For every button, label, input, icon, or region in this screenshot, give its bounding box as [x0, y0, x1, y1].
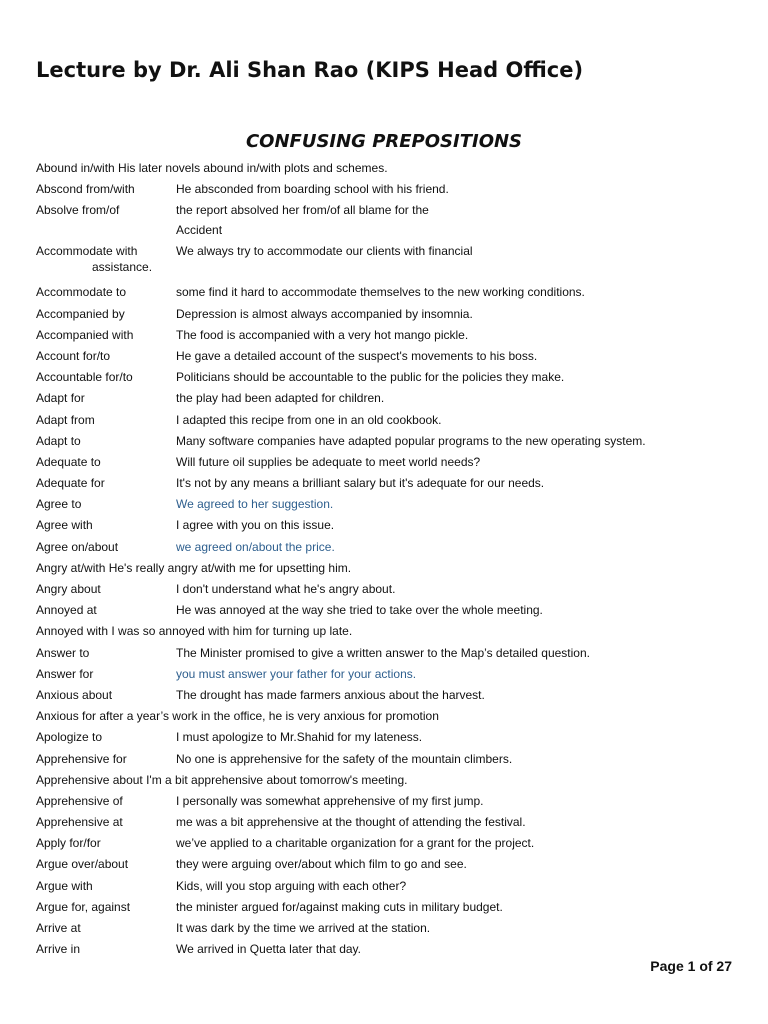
entry-term: Accompanied by [36, 306, 125, 321]
entry-example: It's not by any means a brilliant salary but it's adequate for our needs. [176, 476, 545, 491]
entry-term: Account for/to [36, 348, 111, 363]
entry-row [36, 431, 751, 452]
entry-term: Adapt to [36, 433, 81, 448]
entry-row [36, 558, 751, 579]
entry-example: I adapted this recipe from one in an old cookbook. [176, 412, 442, 427]
entry-example: I personally was somewhat apprehensive of my first jump. [176, 793, 484, 808]
entry-term: Accountable for/to [36, 370, 133, 385]
entry-term: Apprehensive of [36, 793, 123, 808]
entry-term: Anxious about [36, 687, 113, 702]
entry-inline-text: Annoyed with I was so annoyed with him for turning up late. [36, 624, 353, 639]
entry-example: the report absolved her from/of all blame for the [176, 203, 429, 218]
entry-example: I agree with you on this issue. [176, 518, 335, 533]
entry-example-continued: assistance. [92, 260, 153, 275]
entry-inline-text: Apprehensive about I'm a bit apprehensive about tomorrow's meeting. [36, 772, 408, 787]
entry-row [36, 388, 751, 409]
entry-example: The Minister promised to give a written answer to the Map’s detailed question. [176, 645, 590, 660]
entry-term: Accommodate with [36, 244, 138, 259]
entry-term: Argue for, against [36, 899, 131, 914]
entry-example: The food is accompanied with a very hot mango pickle. [176, 327, 469, 342]
entry-term: Answer to [36, 645, 90, 660]
entry-example: Politicians should be accountable to the public for the policies they make. [176, 370, 565, 385]
entry-row [36, 749, 751, 770]
entry-term: Arrive at [36, 921, 81, 935]
entry-row [36, 179, 751, 200]
entry-example: I must apologize to Mr.Shahid for my lateness. [176, 730, 423, 745]
entry-term: Annoyed at [36, 603, 97, 618]
entry-term: Agree on/about [36, 539, 119, 554]
entry-row [36, 304, 751, 325]
entry-row [36, 621, 751, 642]
entry-example: We arrived in Quetta later that day. [176, 942, 361, 957]
entry-row [36, 939, 751, 960]
entry-row [36, 282, 751, 303]
entry-row [36, 854, 751, 875]
entry-example: the play had been adapted for children. [176, 391, 385, 406]
entry-term: Answer for [36, 666, 94, 681]
entry-term: Abscond from/with [36, 182, 135, 197]
entry-example: We always try to accommodate our clients with financial [176, 244, 473, 259]
entry-term: Argue with [36, 878, 93, 893]
entry-example: It was dark by the time we arrived at the station. [176, 921, 431, 935]
entry-example: we agreed on/about the price. [176, 539, 335, 554]
entry-example-continued: Accident [176, 223, 223, 238]
entry-term: Apprehensive for [36, 751, 127, 766]
entry-term: Agree with [36, 518, 93, 533]
entry-row [36, 685, 751, 706]
entry-row [36, 727, 751, 748]
entry-example: We agreed to her suggestion. [176, 497, 334, 512]
entry-row [36, 158, 751, 179]
entry-row [36, 346, 751, 367]
entry-example: Kids, will you stop arguing with each other? [176, 878, 407, 893]
entry-term: Arrive in [36, 942, 81, 957]
entry-row [36, 812, 751, 833]
entry-term: Apprehensive at [36, 815, 123, 830]
entry-row [36, 600, 751, 621]
entry-term: Adapt for [36, 391, 85, 406]
entry-row [36, 876, 751, 897]
entry-inline-text: Anxious for after a year’s work in the office, he is very anxious for promotion [36, 709, 439, 724]
entry-example: Many software companies have adapted popular programs to the new operating system. [176, 433, 646, 448]
entry-row [36, 473, 751, 494]
entry-example: they were arguing over/about which film to go and see. [176, 857, 467, 872]
entry-inline-text: Abound in/with His later novels abound in/with plots and schemes. [36, 161, 388, 175]
entry-inline-text: Angry at/with He's really angry at/with me for upsetting him. [36, 560, 352, 575]
entry-row [36, 664, 751, 685]
entry-row [36, 791, 751, 812]
entry-term: Adapt from [36, 412, 95, 427]
entry-row [36, 579, 751, 600]
entry-row [36, 325, 751, 346]
preposition-list [36, 158, 751, 960]
entry-row [36, 410, 751, 431]
entry-row [36, 494, 751, 515]
entry-term: Accommodate to [36, 285, 127, 300]
entry-row [36, 241, 751, 282]
entry-example: He was annoyed at the way she tried to take over the whole meeting. [176, 603, 543, 618]
entry-example: me was a bit apprehensive at the thought of attending the festival. [176, 815, 526, 830]
section-heading: CONFUSING PREPOSITIONS [245, 131, 523, 152]
entry-row [36, 200, 751, 241]
entry-term: Angry about [36, 582, 101, 596]
entry-term: Apologize to [36, 730, 103, 745]
entry-example: No one is apprehensive for the safety of the mountain climbers. [176, 751, 513, 766]
entry-example: The drought has made farmers anxious about the harvest. [176, 687, 485, 702]
entry-row [36, 833, 751, 854]
document-title: Lecture by Dr. Ali Shan Rao (KIPS Head Office) [36, 58, 584, 82]
entry-row [36, 770, 751, 791]
entry-term: Agree to [36, 497, 82, 512]
entry-example: He gave a detailed account of the suspect's movements to his boss. [176, 348, 538, 363]
entry-row [36, 918, 751, 939]
entry-example: Depression is almost always accompanied by insomnia. [176, 306, 473, 321]
entry-term: Apply for/for [36, 836, 101, 851]
entry-row [36, 897, 751, 918]
entry-row [36, 452, 751, 473]
entry-term: Accompanied with [36, 327, 134, 342]
entry-term: Argue over/about [36, 857, 129, 872]
entry-example: we’ve applied to a charitable organization for a grant for the project. [176, 836, 535, 851]
entry-row [36, 367, 751, 388]
entry-row [36, 706, 751, 727]
entry-example: the minister argued for/against making cuts in military budget. [176, 899, 503, 914]
entry-example: you must answer your father for your actions. [176, 666, 417, 681]
entry-term: Adequate for [36, 476, 105, 491]
entry-row [36, 537, 751, 558]
entry-term: Absolve from/of [36, 203, 120, 218]
entry-example: He absconded from boarding school with his friend. [176, 182, 449, 197]
entry-example: I don't understand what he's angry about. [176, 582, 396, 596]
entry-row [36, 515, 751, 536]
entry-row [36, 643, 751, 664]
entry-term: Adequate to [36, 454, 101, 469]
entry-example: some find it hard to accommodate themselves to the new working conditions. [176, 285, 585, 300]
page-number: Page 1 of 27 [650, 958, 732, 974]
entry-example: Will future oil supplies be adequate to meet world needs? [176, 454, 481, 469]
